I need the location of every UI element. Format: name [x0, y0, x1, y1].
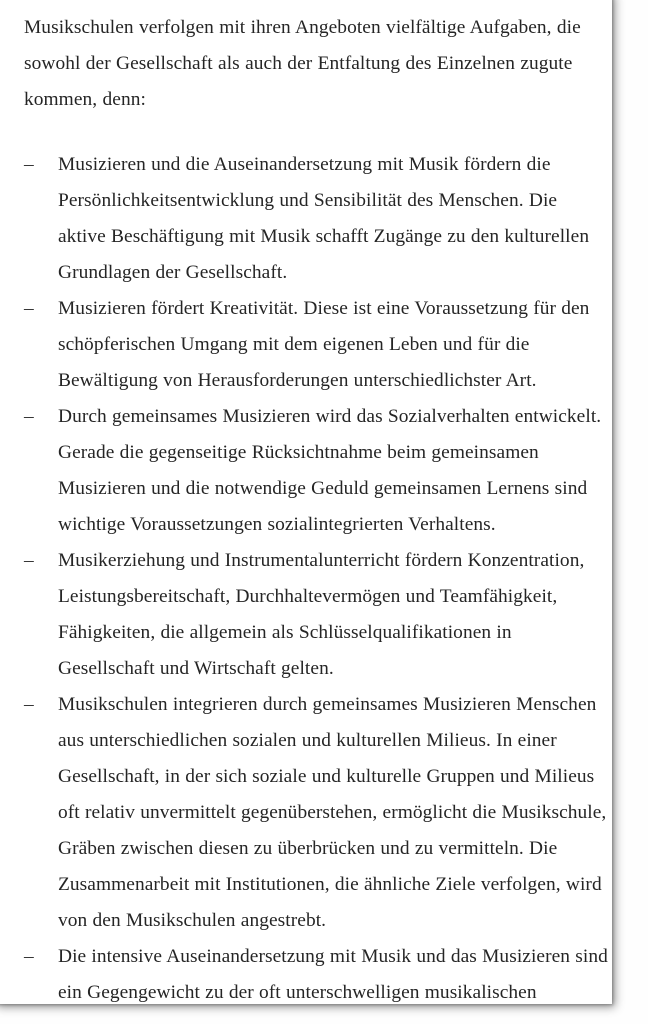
intro-paragraph: Musikschulen verfolgen mit ihren Angeboten vielfältige Aufgaben, die sowohl der Gesellschaft als auch der Entfaltung des Einzelnen zugute kommen, denn: [24, 17, 581, 110]
dash-bullet-icon: – [24, 406, 34, 427]
list-item [24, 687, 610, 939]
dash-bullet-icon: – [24, 694, 34, 715]
document-body [24, 10, 608, 1004]
list-item-text: Musikerziehung und Instrumentalunterricht fördern Konzentration, Leistungsbereitschaft, Durchhaltevermögen und Teamfähigkeit, Fähigkeiten, die allgemein als Schlüsselqualifikationen in Gesellschaft und Wirtschaft gelten. [58, 550, 585, 679]
list-item [24, 291, 610, 399]
list-item-text: Die intensive Auseinandersetzung mit Musik und das Musizieren sind ein Gegengewicht zu der oft unterschwelligen musikalischen [58, 946, 608, 1003]
list-spacer [24, 118, 604, 147]
list-item-text: Musizieren fördert Kreativität. Diese ist eine Voraussetzung für den schöpferischen Umgang mit dem eigenen Leben und für die Bewältigung von Herausforderungen unterschiedlichster Art. [58, 298, 590, 391]
list-item-text: Durch gemeinsames Musizieren wird das Sozialverhalten entwickelt. Gerade die gegenseitige Rücksichtnahme beim gemeinsamen Musizieren und die notwendige Geduld gemeinsamen Lernens sind wichtige Voraussetzungen sozialintegrierten Verhaltens. [58, 406, 602, 535]
dash-bullet-icon: – [24, 298, 34, 319]
list-item [24, 939, 610, 1004]
list-item-text: Musikschulen integrieren durch gemeinsames Musizieren Menschen aus unterschiedlichen sozialen und kulturellen Milieus. In einer Gesellschaft, in der sich soziale und kulturelle Gruppen und Milieus oft relativ unvermittelt gegenüberstehen, ermöglicht die Musikschule, Gräben zwischen diesen zu überbrücken und zu vermitteln. Die Zusammenarbeit mit Institutionen, die ähnliche Ziele verfolgen, wird von den Musikschulen angestrebt. [58, 694, 607, 931]
dash-bullet-icon: – [24, 154, 34, 175]
list-item-text: Musizieren und die Auseinandersetzung mit Musik fördern die Persönlichkeitsentwicklung und Sensibilität des Menschen. Die aktive Beschäftigung mit Musik schafft Zugänge zu den kulturellen Grundlagen der Gesellschaft. [58, 154, 590, 283]
list-item [24, 147, 610, 291]
list-item [24, 543, 610, 687]
dash-bullet-icon: – [24, 550, 34, 571]
dash-bullet-icon: – [24, 946, 34, 967]
bullet-list [24, 147, 610, 1004]
list-item [24, 399, 610, 543]
